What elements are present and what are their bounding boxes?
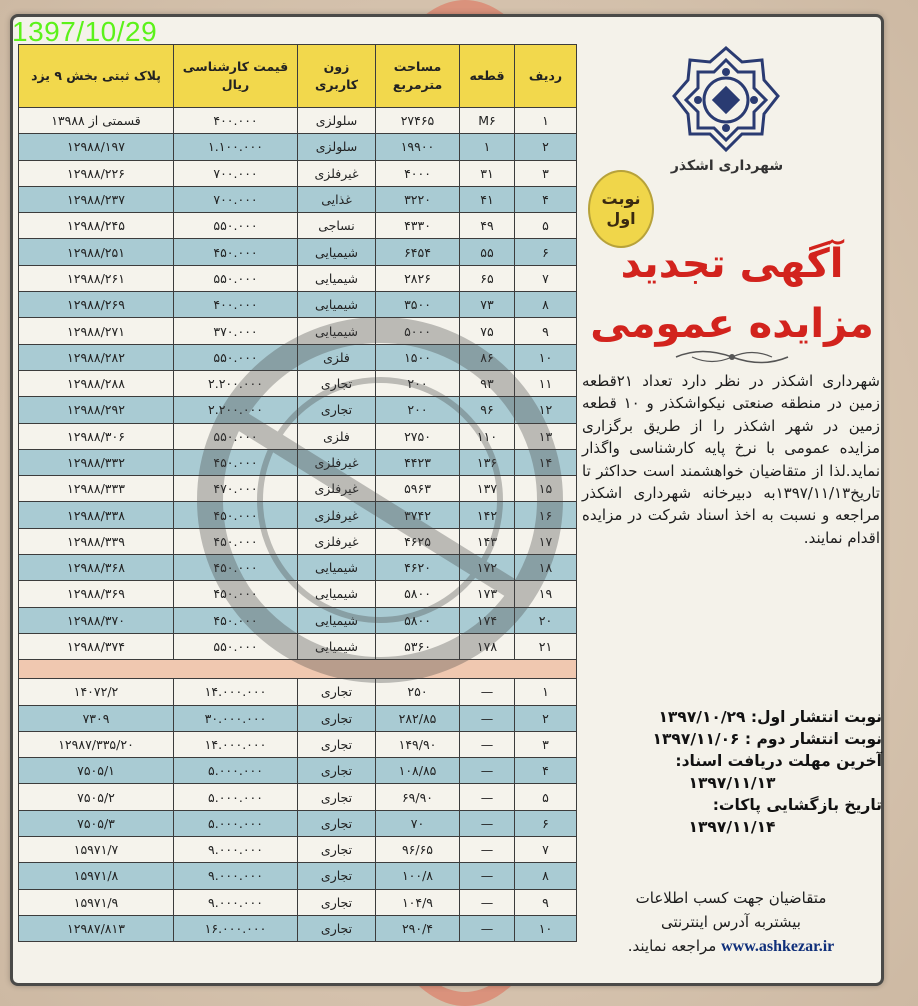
cell-zone: غیرفلزی xyxy=(298,449,376,475)
table-row xyxy=(19,758,577,784)
cell-plate: ۷۳۰۹ xyxy=(19,705,174,731)
cell-price: ۲.۲۰۰.۰۰۰ xyxy=(174,397,298,423)
group-separator xyxy=(19,660,577,679)
cell-plate: ۱۲۹۸۸/۱۹۷ xyxy=(19,134,174,160)
cell-price: ۴۵۰.۰۰۰ xyxy=(174,581,298,607)
table-row xyxy=(19,607,577,633)
cell-plate: ۱۲۹۸۸/۲۶۱ xyxy=(19,265,174,291)
table-row xyxy=(19,705,577,731)
cell-area: ۲۰۰ xyxy=(376,370,460,396)
cell-lot: ۱۷۳ xyxy=(460,581,515,607)
cell-lot: ۶۵ xyxy=(460,265,515,291)
cell-row: ۱۱ xyxy=(515,370,577,396)
cell-price: ۱۶.۰۰۰.۰۰۰ xyxy=(174,915,298,941)
cell-zone: غیرفلزی xyxy=(298,502,376,528)
cell-plate: ۱۲۹۸۸/۲۹۲ xyxy=(19,397,174,423)
cell-lot: — xyxy=(460,837,515,863)
cell-price: ۴۵۰.۰۰۰ xyxy=(174,607,298,633)
cell-area: ۳۷۴۲ xyxy=(376,502,460,528)
cell-area: ۵۳۶۰ xyxy=(376,633,460,659)
opening-label: تاریخ بازگشایی پاکات: xyxy=(712,796,882,814)
cell-row: ۱ xyxy=(515,679,577,705)
cell-row: ۲۱ xyxy=(515,633,577,659)
cell-price: ۴۰۰.۰۰۰ xyxy=(174,108,298,134)
cell-plate: ۱۲۹۸۸/۳۳۸ xyxy=(19,502,174,528)
cell-price: ۴۵۰.۰۰۰ xyxy=(174,502,298,528)
cell-price: ۴۵۰.۰۰۰ xyxy=(174,449,298,475)
footer-line2: بیشتربه آدرس اینترنتی xyxy=(661,913,801,931)
cell-lot: ۱۴۳ xyxy=(460,528,515,554)
website-link[interactable]: www.ashkezar.ir xyxy=(721,938,835,955)
cell-row: ۹ xyxy=(515,889,577,915)
cell-zone: فلزی xyxy=(298,344,376,370)
cell-price: ۹.۰۰۰.۰۰۰ xyxy=(174,889,298,915)
cell-row: ۱۲ xyxy=(515,397,577,423)
table-row xyxy=(19,915,577,941)
table-row xyxy=(19,186,577,212)
table-row xyxy=(19,397,577,423)
cell-lot: — xyxy=(460,810,515,836)
table-row xyxy=(19,239,577,265)
cell-area: ۱۰۸/۸۵ xyxy=(376,758,460,784)
cell-zone: غیرفلزی xyxy=(298,160,376,186)
cell-plate: ۱۲۹۸۸/۲۶۹ xyxy=(19,292,174,318)
cell-price: ۹.۰۰۰.۰۰۰ xyxy=(174,863,298,889)
separator-cell xyxy=(19,660,577,679)
deadline-date: ۱۳۹۷/۱۱/۱۳ xyxy=(688,774,776,792)
cell-lot: ۷۳ xyxy=(460,292,515,318)
cell-plate: ۱۲۹۸۸/۳۳۳ xyxy=(19,476,174,502)
cell-lot: ۴۹ xyxy=(460,213,515,239)
table-row xyxy=(19,449,577,475)
cell-plate: ۱۲۹۸۸/۳۰۶ xyxy=(19,423,174,449)
cell-area: ۱۰۰/۸ xyxy=(376,863,460,889)
cell-plate: ۱۲۹۸۷/۸۱۳ xyxy=(19,915,174,941)
cell-row: ۷ xyxy=(515,265,577,291)
table-row xyxy=(19,160,577,186)
cell-zone: تجاری xyxy=(298,397,376,423)
table-row xyxy=(19,889,577,915)
cell-lot: — xyxy=(460,863,515,889)
cell-row: ۲ xyxy=(515,134,577,160)
cell-area: ۶۹/۹۰ xyxy=(376,784,460,810)
cell-price: ۱.۱۰۰.۰۰۰ xyxy=(174,134,298,160)
header-price: قیمت کارشناسی ریال xyxy=(174,45,298,108)
cell-zone: تجاری xyxy=(298,915,376,941)
cell-zone: تجاری xyxy=(298,889,376,915)
cell-lot: ۱۷۲ xyxy=(460,555,515,581)
cell-area: ۶۴۵۴ xyxy=(376,239,460,265)
cell-plate: ۷۵۰۵/۲ xyxy=(19,784,174,810)
opening-date: ۱۳۹۷/۱۱/۱۴ xyxy=(688,818,776,836)
cell-row: ۹ xyxy=(515,318,577,344)
cell-price: ۴۵۰.۰۰۰ xyxy=(174,528,298,554)
cell-row: ۴ xyxy=(515,186,577,212)
cell-row: ۲۰ xyxy=(515,607,577,633)
cell-zone: غیرفلزی xyxy=(298,476,376,502)
table-row xyxy=(19,731,577,757)
cell-lot: — xyxy=(460,758,515,784)
cell-lot: M۶ xyxy=(460,108,515,134)
table-row xyxy=(19,555,577,581)
cell-price: ۴۰۰.۰۰۰ xyxy=(174,292,298,318)
cell-zone: تجاری xyxy=(298,758,376,784)
cell-price: ۴۷۰.۰۰۰ xyxy=(174,476,298,502)
cell-lot: ۳۱ xyxy=(460,160,515,186)
cell-plate: ۱۲۹۸۸/۲۸۸ xyxy=(19,370,174,396)
cell-row: ۱۳ xyxy=(515,423,577,449)
cell-lot: — xyxy=(460,705,515,731)
cell-price: ۳۰.۰۰۰.۰۰۰ xyxy=(174,705,298,731)
table-row xyxy=(19,213,577,239)
cell-price: ۵۵۰.۰۰۰ xyxy=(174,423,298,449)
table-row xyxy=(19,423,577,449)
cell-plate: ۱۲۹۸۸/۲۳۷ xyxy=(19,186,174,212)
cell-price: ۵.۰۰۰.۰۰۰ xyxy=(174,810,298,836)
cell-lot: ۱ xyxy=(460,134,515,160)
cell-lot: ۵۵ xyxy=(460,239,515,265)
cell-zone: شیمیایی xyxy=(298,265,376,291)
table-row xyxy=(19,502,577,528)
municipality-name: شهرداری اشکذر xyxy=(670,158,784,174)
cell-zone: سلولزی xyxy=(298,134,376,160)
cell-row: ۵ xyxy=(515,213,577,239)
cell-zone: شیمیایی xyxy=(298,581,376,607)
cell-plate: ۱۲۹۸۸/۳۷۴ xyxy=(19,633,174,659)
cell-row: ۱۶ xyxy=(515,502,577,528)
cell-area: ۴۶۲۵ xyxy=(376,528,460,554)
cell-lot: ۹۳ xyxy=(460,370,515,396)
cell-zone: تجاری xyxy=(298,679,376,705)
cell-lot: ۹۶ xyxy=(460,397,515,423)
cell-plate: ۱۲۹۸۸/۳۳۲ xyxy=(19,449,174,475)
cell-lot: — xyxy=(460,915,515,941)
headline-line1: آگهی تجدید xyxy=(620,241,844,287)
cell-area: ۲۸۲۶ xyxy=(376,265,460,291)
cell-price: ۲.۲۰۰.۰۰۰ xyxy=(174,370,298,396)
cell-area: ۴۴۲۳ xyxy=(376,449,460,475)
cell-row: ۸ xyxy=(515,292,577,318)
cell-area: ۱۰۴/۹ xyxy=(376,889,460,915)
headline-line2: مزایده عمومی xyxy=(590,301,874,347)
first-publication: نوبت انتشار اول: ۱۳۹۷/۱۰/۲۹ xyxy=(658,708,882,726)
cell-plate: ۱۴۰۷۲/۲ xyxy=(19,679,174,705)
cell-row: ۱ xyxy=(515,108,577,134)
cell-row: ۵ xyxy=(515,784,577,810)
cell-zone: تجاری xyxy=(298,370,376,396)
cell-price: ۴۵۰.۰۰۰ xyxy=(174,555,298,581)
header-area: مساحت مترمربع xyxy=(376,45,460,108)
cell-area: ۲۷۴۶۵ xyxy=(376,108,460,134)
cell-lot: ۷۵ xyxy=(460,318,515,344)
cell-plate: ۱۲۹۸۸/۳۶۸ xyxy=(19,555,174,581)
header-plate: پلاک ثبتی بخش ۹ یزد xyxy=(19,45,174,108)
cell-area: ۵۹۶۳ xyxy=(376,476,460,502)
cell-plate: ۱۲۹۸۷/۳۳۵/۲۰ xyxy=(19,731,174,757)
cell-row: ۸ xyxy=(515,863,577,889)
footer-line1: متقاضیان جهت کسب اطلاعات xyxy=(635,889,827,907)
cell-zone: فلزی xyxy=(298,423,376,449)
table-row xyxy=(19,528,577,554)
cell-plate: ۱۲۹۸۸/۳۳۹ xyxy=(19,528,174,554)
cell-lot: ۸۶ xyxy=(460,344,515,370)
cell-plate: ۱۲۹۸۸/۳۶۹ xyxy=(19,581,174,607)
announcement-body: شهرداری اشکذر در نظر دارد تعداد ۲۱قطعه زمین در منطقه صنعتی نیکواشکذر و ۱۰ قطعه زمین در شهر اشکذر را از طریق برگزاری مزایده عمومی با نرخ پایه کارشناسی واگذار نماید.لذا از متقاضیان خواهشمند است حداکثر تا تاریخ۱۳۹۷/۱۱/۱۳به دبیرخانه شهرداری اشکذر مراجعه و نسبت به اخذ اسناد شرکت در مزایده اقدام نمایند. xyxy=(582,372,880,547)
cell-zone: تجاری xyxy=(298,705,376,731)
table-row xyxy=(19,810,577,836)
table-row xyxy=(19,370,577,396)
footer-line3: مراجعه نمایند. xyxy=(627,937,717,955)
cell-lot: ۴۱ xyxy=(460,186,515,212)
footer-line3-wrap xyxy=(582,934,880,959)
cell-plate: ۷۵۰۵/۱ xyxy=(19,758,174,784)
cell-lot: ۱۱۰ xyxy=(460,423,515,449)
cell-price: ۵.۰۰۰.۰۰۰ xyxy=(174,784,298,810)
cell-zone: تجاری xyxy=(298,784,376,810)
cell-area: ۵۰۰۰ xyxy=(376,318,460,344)
cell-zone: شیمیایی xyxy=(298,555,376,581)
cell-price: ۵۵۰.۰۰۰ xyxy=(174,344,298,370)
table-header xyxy=(19,45,577,108)
cell-row: ۷ xyxy=(515,837,577,863)
table-row xyxy=(19,679,577,705)
cell-lot: — xyxy=(460,679,515,705)
cell-row: ۶ xyxy=(515,239,577,265)
cell-zone: سلولزی xyxy=(298,108,376,134)
cell-lot: ۱۳۶ xyxy=(460,449,515,475)
cell-plate: ۱۵۹۷۱/۸ xyxy=(19,863,174,889)
second-publication: نوبت انتشار دوم : ۱۳۹۷/۱۱/۰۶ xyxy=(652,730,882,748)
cell-area: ۲۷۵۰ xyxy=(376,423,460,449)
cell-zone: شیمیایی xyxy=(298,633,376,659)
cell-price: ۴۵۰.۰۰۰ xyxy=(174,239,298,265)
cell-lot: — xyxy=(460,889,515,915)
cell-row: ۶ xyxy=(515,810,577,836)
cell-area: ۲۹۰/۴ xyxy=(376,915,460,941)
cell-price: ۵۵۰.۰۰۰ xyxy=(174,265,298,291)
contact-footer xyxy=(582,886,880,959)
cell-lot: — xyxy=(460,784,515,810)
municipality-logo-icon xyxy=(670,44,782,156)
cell-area: ۱۵۰۰ xyxy=(376,344,460,370)
cell-plate: ۱۲۹۸۸/۲۵۱ xyxy=(19,239,174,265)
cell-zone: شیمیایی xyxy=(298,318,376,344)
cell-price: ۵۵۰.۰۰۰ xyxy=(174,213,298,239)
cell-lot: ۱۷۸ xyxy=(460,633,515,659)
cell-zone: تجاری xyxy=(298,863,376,889)
cell-row: ۳ xyxy=(515,160,577,186)
cell-zone: شیمیایی xyxy=(298,607,376,633)
table-row xyxy=(19,265,577,291)
cell-zone: نساجی xyxy=(298,213,376,239)
table-row xyxy=(19,344,577,370)
cell-area: ۵۸۰۰ xyxy=(376,607,460,633)
cell-row: ۲ xyxy=(515,705,577,731)
cell-zone: تجاری xyxy=(298,837,376,863)
cell-area: ۲۵۰ xyxy=(376,679,460,705)
cell-row: ۱۴ xyxy=(515,449,577,475)
cell-plate: ۱۲۹۸۸/۲۴۵ xyxy=(19,213,174,239)
cell-row: ۱۹ xyxy=(515,581,577,607)
cell-area: ۷۰ xyxy=(376,810,460,836)
table-row xyxy=(19,863,577,889)
cell-zone: شیمیایی xyxy=(298,239,376,265)
cell-area: ۵۸۰۰ xyxy=(376,581,460,607)
cell-lot: — xyxy=(460,731,515,757)
cell-row: ۱۰ xyxy=(515,915,577,941)
table-row xyxy=(19,837,577,863)
cell-lot: ۱۴۲ xyxy=(460,502,515,528)
table-row xyxy=(19,784,577,810)
cell-price: ۳۷۰.۰۰۰ xyxy=(174,318,298,344)
publication-details xyxy=(582,706,882,838)
cell-row: ۱۷ xyxy=(515,528,577,554)
cell-plate: ۷۵۰۵/۳ xyxy=(19,810,174,836)
badge-line1: نوبت xyxy=(601,189,641,208)
cell-area: ۴۳۳۰ xyxy=(376,213,460,239)
cell-row: ۱۰ xyxy=(515,344,577,370)
cell-row: ۱۸ xyxy=(515,555,577,581)
table-row xyxy=(19,633,577,659)
date-stamp: 1397/10/29 xyxy=(12,16,158,47)
table-row xyxy=(19,476,577,502)
cell-zone: تجاری xyxy=(298,731,376,757)
cell-row: ۳ xyxy=(515,731,577,757)
cell-area: ۱۴۹/۹۰ xyxy=(376,731,460,757)
cell-zone: تجاری xyxy=(298,810,376,836)
cell-zone: شیمیایی xyxy=(298,292,376,318)
cell-plate: ۱۲۹۸۸/۲۲۶ xyxy=(19,160,174,186)
cell-plate: ۱۵۹۷۱/۷ xyxy=(19,837,174,863)
cell-area: ۴۶۲۰ xyxy=(376,555,460,581)
cell-area: ۱۹۹۰۰ xyxy=(376,134,460,160)
cell-zone: غذایی xyxy=(298,186,376,212)
announcement-panel xyxy=(582,40,882,980)
header-row-number: ردیف xyxy=(515,45,577,108)
cell-plate: ۱۲۹۸۸/۳۷۰ xyxy=(19,607,174,633)
cell-price: ۵.۰۰۰.۰۰۰ xyxy=(174,758,298,784)
badge-line2: اول xyxy=(606,209,636,228)
cell-area: ۹۶/۶۵ xyxy=(376,837,460,863)
table-row xyxy=(19,292,577,318)
ornament-divider-icon xyxy=(672,346,792,368)
cell-lot: ۱۳۷ xyxy=(460,476,515,502)
headline xyxy=(582,234,882,354)
cell-area: ۳۲۲۰ xyxy=(376,186,460,212)
cell-plate: ۱۲۹۸۸/۲۸۲ xyxy=(19,344,174,370)
cell-row: ۴ xyxy=(515,758,577,784)
cell-row: ۱۵ xyxy=(515,476,577,502)
cell-price: ۱۴.۰۰۰.۰۰۰ xyxy=(174,679,298,705)
cell-price: ۱۴.۰۰۰.۰۰۰ xyxy=(174,731,298,757)
cell-area: ۲۸۲/۸۵ xyxy=(376,705,460,731)
cell-price: ۹.۰۰۰.۰۰۰ xyxy=(174,837,298,863)
cell-zone: غیرفلزی xyxy=(298,528,376,554)
cell-price: ۵۵۰.۰۰۰ xyxy=(174,633,298,659)
cell-price: ۷۰۰.۰۰۰ xyxy=(174,160,298,186)
cell-area: ۲۰۰ xyxy=(376,397,460,423)
header-lot: قطعه xyxy=(460,45,515,108)
cell-plate: قسمتی از ۱۳۹۸۸ xyxy=(19,108,174,134)
cell-price: ۷۰۰.۰۰۰ xyxy=(174,186,298,212)
table-row xyxy=(19,318,577,344)
deadline-label: آخرین مهلت دریافت اسناد: xyxy=(675,752,882,770)
cell-area: ۳۵۰۰ xyxy=(376,292,460,318)
cell-plate: ۱۲۹۸۸/۲۷۱ xyxy=(19,318,174,344)
table-row xyxy=(19,581,577,607)
cell-plate: ۱۵۹۷۱/۹ xyxy=(19,889,174,915)
table-row xyxy=(19,108,577,134)
cell-lot: ۱۷۴ xyxy=(460,607,515,633)
cell-area: ۴۰۰۰ xyxy=(376,160,460,186)
auction-table xyxy=(18,44,576,942)
header-zone: زون کاربری xyxy=(298,45,376,108)
table-row xyxy=(19,134,577,160)
